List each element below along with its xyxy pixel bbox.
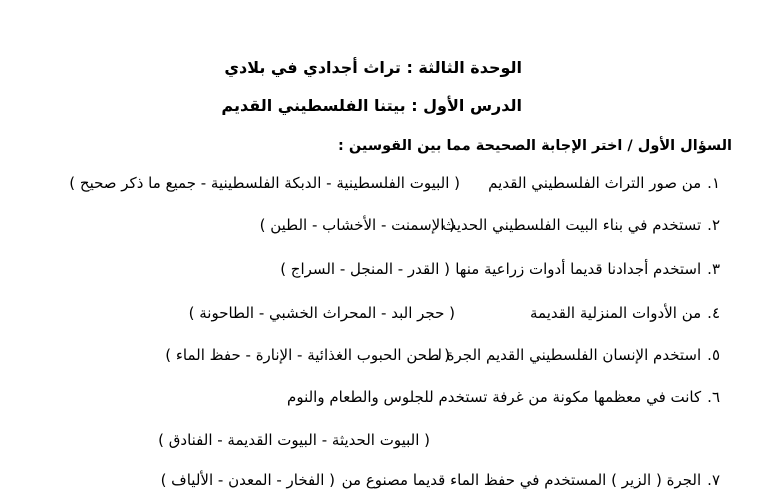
item-7-options: ( الفخار - المعدن - الألياف ) (160, 471, 335, 489)
item-7-stem (342, 470, 720, 490)
item-4-text: من الأدوات المنزلية القديمة (530, 304, 702, 322)
question-title: السؤال الأول / اختر الإجابة الصحيحة مما بين القوسين : (338, 138, 732, 154)
item-6-stem (287, 387, 720, 407)
item-1-number: ١. (707, 174, 720, 192)
item-1-stem (488, 173, 720, 193)
item-1-options: ( البيوت الفلسطينية - الدبكة الفلسطينية - جميع ما ذكر صحيح ) (69, 174, 460, 192)
item-7-number: ٧. (707, 471, 720, 489)
item-2-options: ( الإسمنت - الأخشاب - الطين ) (259, 216, 455, 234)
item-2-number: ٢. (707, 216, 720, 234)
item-5-number: ٥. (707, 346, 720, 364)
item-6-options: ( البيوت الحديثة - البيوت القديمة - الفنادق ) (158, 431, 430, 449)
item-1-text: من صور التراث الفلسطيني القديم (488, 174, 702, 192)
item-3-number: ٣. (707, 260, 720, 278)
item-2-stem (442, 215, 720, 235)
item-4-options: ( حجر البد - المحراث الخشبي - الطاحونة ) (188, 304, 455, 322)
item-3-options: ( القدر - المنجل - السراج ) (280, 260, 450, 278)
item-6-number: ٦. (707, 388, 720, 406)
item-6-text: كانت في معظمها مكونة من غرفة تستخدم للجلوس والطعام والنوم (287, 388, 702, 406)
unit-title: الوحدة الثالثة : تراث أجدادي في بلادي (224, 58, 522, 77)
item-7-text: الجرة ( الزير ) المستخدم في حفظ الماء قديما مصنوع من (341, 471, 702, 489)
item-4-number: ٤. (707, 304, 720, 322)
item-3-stem (455, 259, 720, 279)
lesson-title: الدرس الأول : بيتنا الفلسطيني القديم (221, 96, 522, 115)
item-3-text: استخدم أجدادنا قديما أدوات زراعية منها (455, 260, 702, 278)
item-5-text: استخدم الإنسان الفلسطيني القديم الجرة لـ (432, 346, 702, 364)
item-4-stem (530, 303, 720, 323)
item-2-text: تستخدم في بناء البيت الفلسطيني الحديث (442, 216, 702, 234)
item-5-stem (433, 345, 720, 365)
item-5-options: ( طحن الحبوب الغذائية - الإنارة - حفظ الماء ) (165, 346, 450, 364)
